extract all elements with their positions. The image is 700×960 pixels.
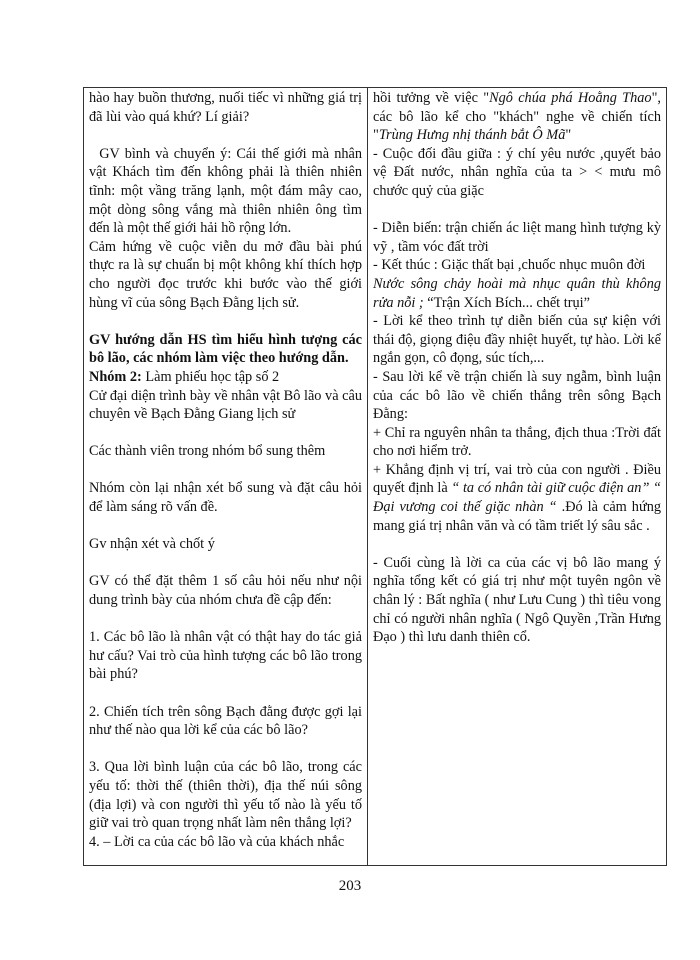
- r1-text-c: ": [565, 127, 572, 144]
- left-paragraph-7: Gv nhận xét và chốt ý: [89, 536, 215, 553]
- r1-text-a: hồi tưởng về việc ": [373, 90, 490, 106]
- left-paragraph-4: Cử đại diện trình bày về nhân vật Bô lão và câu chuyên về Bạch Đằng Giang lịch sử: [89, 387, 362, 423]
- left-paragraph-1: hào hay buồn thương, nuối tiếc vì những giá trị đã lùi vào quá khứ? Lí giải?: [89, 90, 362, 125]
- right-paragraph-4: - Kết thúc : Giặc thất bại ,chuốc nhục muôn đời: [373, 257, 646, 274]
- r8-text-b: .Đó là cảm hứng mang giá trị nhân văn và có tầm triết lý sâu sắc .: [373, 499, 661, 534]
- r8-italic-quote: “ ta có nhân tài giữ cuộc điện an” “ Đại vương coi thế giặc nhàn “: [373, 480, 661, 516]
- question-2: 2. Chiến tích trên sông Bạch đằng được gợi lại như thế nào qua lời kể của các bô lão?: [89, 703, 362, 739]
- right-paragraph-8: [373, 461, 661, 535]
- r4-italic-quote: Nước sông chảy hoài mà nhục quân thù không rửa nỗi ;: [373, 275, 661, 311]
- right-paragraph-5: - Lời kể theo trình tự diễn biến của sự kiện với thái độ, giọng điệu đầy nhiệt huyết, tự hào. Lời kể ngắn gọn, cô đọng, súc tích,...: [373, 313, 661, 367]
- r8-text-a: + Khẳng định vị trí, vai trò của con người . Điều quyết định là: [373, 461, 661, 497]
- left-paragraph-5: Các thành viên trong nhóm bổ sung thêm: [89, 443, 326, 460]
- right-paragraph-7: + Chỉ ra nguyên nhân ta thắng, địch thua :Trời đất cho nơi hiểm trở.: [373, 424, 661, 460]
- right-paragraph-1: [373, 89, 661, 145]
- right-paragraph-4-quote: [373, 275, 661, 312]
- group-task-text: Làm phiếu học tập số 2: [141, 368, 280, 385]
- content-table: [83, 87, 667, 866]
- right-column-content: [368, 88, 666, 865]
- page-number: 203: [338, 878, 362, 894]
- right-paragraph-2: - Cuộc đối đầu giữa : ý chí yêu nước ,quyết bảo vệ Đất nước, nhân nghĩa của ta > < mưu mô chước quỷ của giặc: [373, 145, 661, 199]
- question-3: 3. Qua lời bình luận của các bô lão, trong các yếu tố: thời thế (thiên thời), địa thế núi sông (địa lợi) và con người thì yếu tố nào là yếu tố giữ vai trò quan trọng nhất làm nên thắng lợi?: [89, 759, 362, 832]
- question-4: 4. – Lời ca của các bô lão và của khách nhắc: [89, 833, 345, 850]
- left-column-teacher-activities: [84, 88, 368, 865]
- question-1: 1. Các bô lão là nhân vật có thật hay do tác giả hư cấu? Vai trò của hình tượng các bô lão trong bài phú?: [89, 629, 362, 683]
- left-paragraph-2: GV bình và chuyển ý: Cái thế giới mà nhân vật Khách tìm đến không phải là thiên nhiên tĩnh: một vầng trăng lạnh, một đám mây cao, một dòng sông vắng mà thiên nhiên ông tìm đến là một thế giới hải hồ rộng lớn.: [89, 145, 366, 237]
- r1-italic-title: Ngô chúa phá Hoằng Thao: [489, 90, 652, 106]
- right-paragraph-6: - Sau lời kể về trận chiến là suy ngẫm, bình luận của các bô lão về chiến thắng trên sông Bạch Đằng:: [373, 368, 661, 423]
- group-label: Nhóm 2:: [89, 368, 142, 385]
- left-paragraph-8: GV có thể đặt thêm 1 số câu hỏi nếu như nội dung trình bày của nhóm chưa đề cập đến:: [89, 573, 362, 609]
- r4-quote: “Trận Xích Bích... chết trụi”: [423, 294, 590, 311]
- right-paragraph-9: - Cuối cùng là lời ca của các vị bô lão mang ý nghĩa tổng kết có giá trị như một tuyên ngôn về chân lý : Bất nghĩa ( như Lưu Cung ) thì tiêu vong chỉ có người nhân nghĩa ( Ngô Quyền ,Trần Hưng Đạo ) thì lưu danh thiên cổ.: [373, 554, 661, 646]
- right-paragraph-3: - Diễn biến: trận chiến ác liệt mang hình tượng kỳ vỹ , tầm vóc đất trời: [373, 220, 661, 255]
- r1-text-b: ", các bô lão kể cho "khách" nghe về chiến tích ": [373, 90, 661, 144]
- left-paragraph-6: Nhóm còn lại nhận xét bổ sung và đặt câu hỏi để làm sáng rõ vấn đề.: [89, 480, 362, 516]
- r1-italic-title-2: Trùng Hưng nhị thánh bắt Ô Mã: [378, 127, 566, 144]
- group-task: [89, 368, 362, 387]
- left-paragraph-3: Cảm hứng về cuộc viễn du mở đầu bài phú thực ra là sự chuẩn bị một không khí thích hợp cho người đọc trước khi bước vào thế giới hùng vĩ của sông Bạch Đằng lịch sử.: [89, 238, 362, 311]
- section-heading: GV hướng dẫn HS tìm hiểu hình tượng các bô lão, các nhóm làm việc theo hướng dẫn.: [89, 331, 362, 367]
